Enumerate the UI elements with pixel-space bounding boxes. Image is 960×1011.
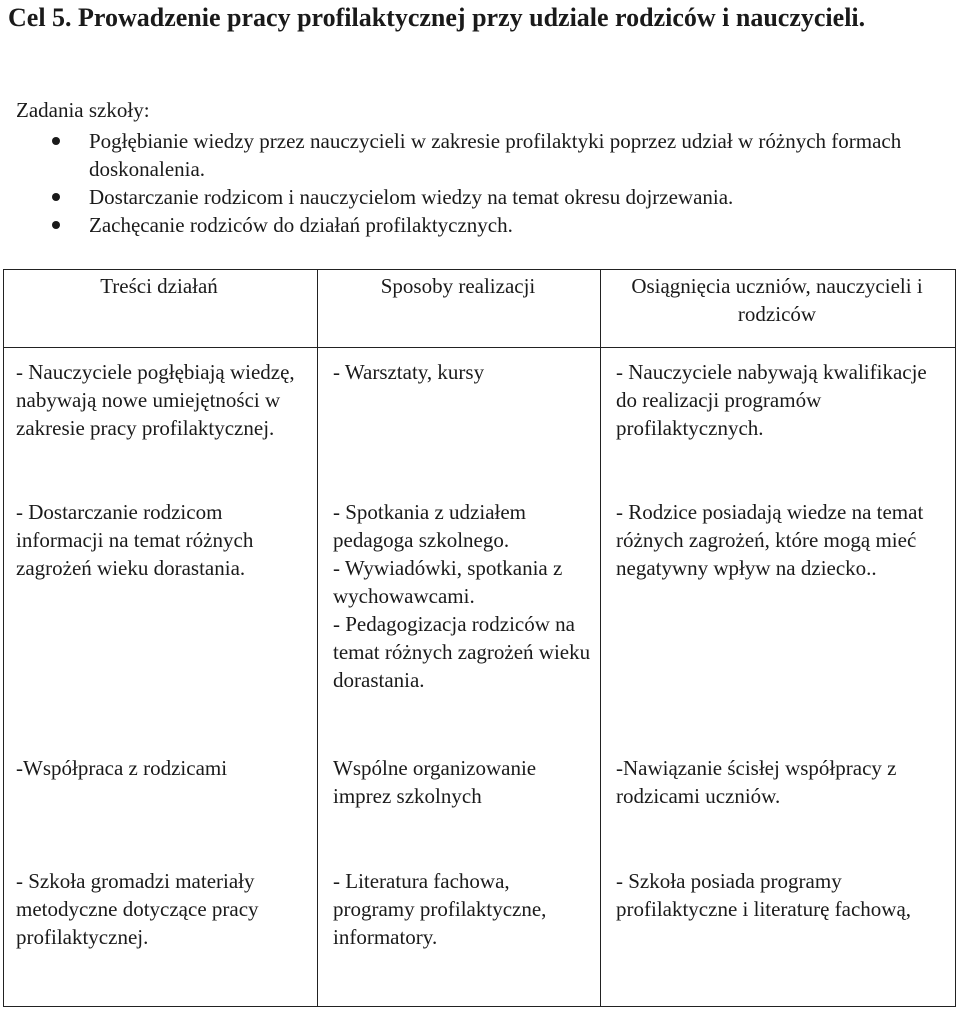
table-cell: - Warsztaty, kursy bbox=[333, 360, 485, 384]
table-cell: - Rodzice posiadają wiedze na temat różnych zagrożeń, które mogą mieć negatywny wpływ na dziecko.. bbox=[616, 500, 924, 580]
header-divider bbox=[4, 347, 955, 348]
bullet-icon bbox=[52, 193, 60, 201]
table-cell: -Nawiązanie ścisłej współpracy z rodzicami uczniów. bbox=[616, 756, 897, 808]
table-cell: - Nauczyciele pogłębiają wiedzę, nabywają nowe umiejętności w zakresie pracy profilaktycznej. bbox=[16, 360, 295, 440]
table-header-achievements: Osiągnięcia uczniów, nauczycieli i rodziców bbox=[631, 274, 923, 326]
table-cell: - Literatura fachowa, programy profilaktyczne, informatory. bbox=[333, 869, 547, 949]
table-cell: - Dostarczanie rodzicom informacji na temat różnych zagrożeń wieku dorastania. bbox=[16, 500, 254, 580]
table-cell: - Szkoła gromadzi materiały metodyczne dotyczące pracy profilaktycznej. bbox=[16, 869, 259, 949]
table-cell: - Spotkania z udziałem pedagoga szkolnego. - Wywiadówki, spotkania z wychowawcami. - Pedagogizacja rodziców na temat różnych zagrożeń wieku dorastania. bbox=[333, 500, 591, 692]
table-cell: -Współpraca z rodzicami bbox=[16, 756, 228, 780]
task-item bbox=[0, 183, 960, 211]
table-cell: Wspólne organizowanie imprez szkolnych bbox=[333, 756, 537, 808]
tasks-label: Zadania szkoły: bbox=[16, 98, 150, 122]
table-header-contents: Treści działań bbox=[100, 274, 218, 298]
task-text: Zachęcanie rodziców do działań profilaktycznych. bbox=[89, 213, 513, 237]
page-title: Cel 5. Prowadzenie pracy profilaktycznej przy udziale rodziców i nauczycieli. bbox=[8, 3, 866, 32]
bullet-icon bbox=[52, 137, 60, 145]
table-cell: - Szkoła posiada programy profilaktyczne i literaturę fachową, bbox=[616, 869, 912, 921]
column-divider bbox=[317, 270, 318, 1006]
task-text: Dostarczanie rodzicom i nauczycielom wiedzy na temat okresu dojrzewania. bbox=[89, 185, 734, 209]
task-item bbox=[0, 127, 960, 183]
bullet-icon bbox=[52, 221, 60, 229]
task-text: Pogłębianie wiedzy przez nauczycieli w zakresie profilaktyki poprzez udział w różnych formach doskonalenia. bbox=[89, 129, 902, 181]
table-cell: - Nauczyciele nabywają kwalifikacje do realizacji programów profilaktycznych. bbox=[616, 360, 927, 440]
tasks-list bbox=[0, 127, 960, 239]
column-divider bbox=[600, 270, 601, 1006]
table-header-methods: Sposoby realizacji bbox=[380, 274, 536, 298]
task-item bbox=[0, 211, 960, 239]
